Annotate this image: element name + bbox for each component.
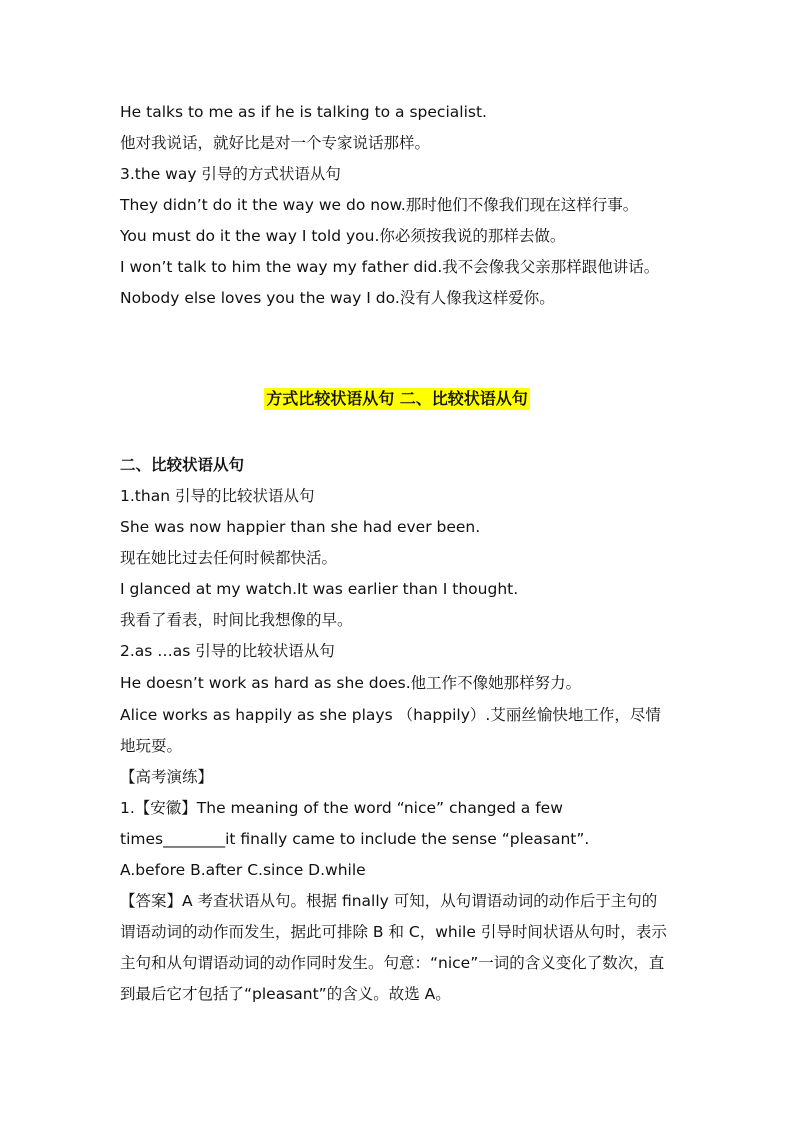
example-sentence: I won’t talk to him the way my father did.我不会像我父亲那样跟他讲话。: [120, 258, 660, 276]
answer-explanation: 谓语动词的动作而发生，据此可排除 B 和 C，while 引导时间状语从句时，表示: [120, 923, 667, 941]
example-translation: 他对我说话，就好比是对一个专家说话那样。: [120, 134, 431, 152]
example-sentence: He doesn’t work as hard as she does.他工作不像她那样努力。: [120, 674, 582, 692]
highlighted-banner: [0, 388, 794, 410]
question-text: 1.【安徽】The meaning of the word “nice” changed a few: [120, 799, 563, 817]
subsection-heading: 3.the way 引导的方式状语从句: [120, 165, 341, 183]
example-sentence: She was now happier than she had ever been.: [120, 518, 481, 536]
answer-explanation: 【答案】A 考查状语从句。根据 finally 可知，从句谓语动词的动作后于主句的: [120, 892, 658, 910]
example-translation: 现在她比过去任何时候都快活。: [120, 549, 338, 567]
answer-options: A.before B.after C.since D.while: [120, 861, 366, 879]
example-sentence-continued: 地玩耍。: [120, 737, 183, 755]
example-sentence: Alice works as happily as she plays （happily）.艾丽丝愉快地工作，尽情: [120, 706, 661, 724]
answer-explanation: 到最后它才包括了“pleasant”的含义。故选 A。: [120, 985, 451, 1003]
example-translation: 我看了看表，时间比我想像的早。: [120, 611, 353, 629]
example-sentence: He talks to me as if he is talking to a specialist.: [120, 103, 487, 121]
answer-explanation: 主句和从句谓语动词的动作同时发生。句意：“nice”一词的含义变化了数次，直: [120, 954, 665, 972]
banner-text: 方式比较状语从句 二、比较状语从句: [266, 389, 528, 408]
example-sentence: You must do it the way I told you.你必须按我说的那样去做。: [120, 227, 566, 245]
exercise-header: 【高考演练】: [120, 768, 214, 786]
section-title: 二、比较状语从句: [120, 456, 245, 474]
question-text-continued: times________it finally came to include the sense “pleasant”.: [120, 830, 590, 848]
example-sentence: Nobody else loves you the way I do.没有人像我这样爱你。: [120, 289, 555, 307]
example-sentence: They didn’t do it the way we do now.那时他们不像我们现在这样行事。: [120, 196, 639, 214]
example-sentence: I glanced at my watch.It was earlier than I thought.: [120, 580, 519, 598]
subsection-heading: 2.as …as 引导的比较状语从句: [120, 642, 335, 660]
subsection-heading: 1.than 引导的比较状语从句: [120, 487, 315, 505]
